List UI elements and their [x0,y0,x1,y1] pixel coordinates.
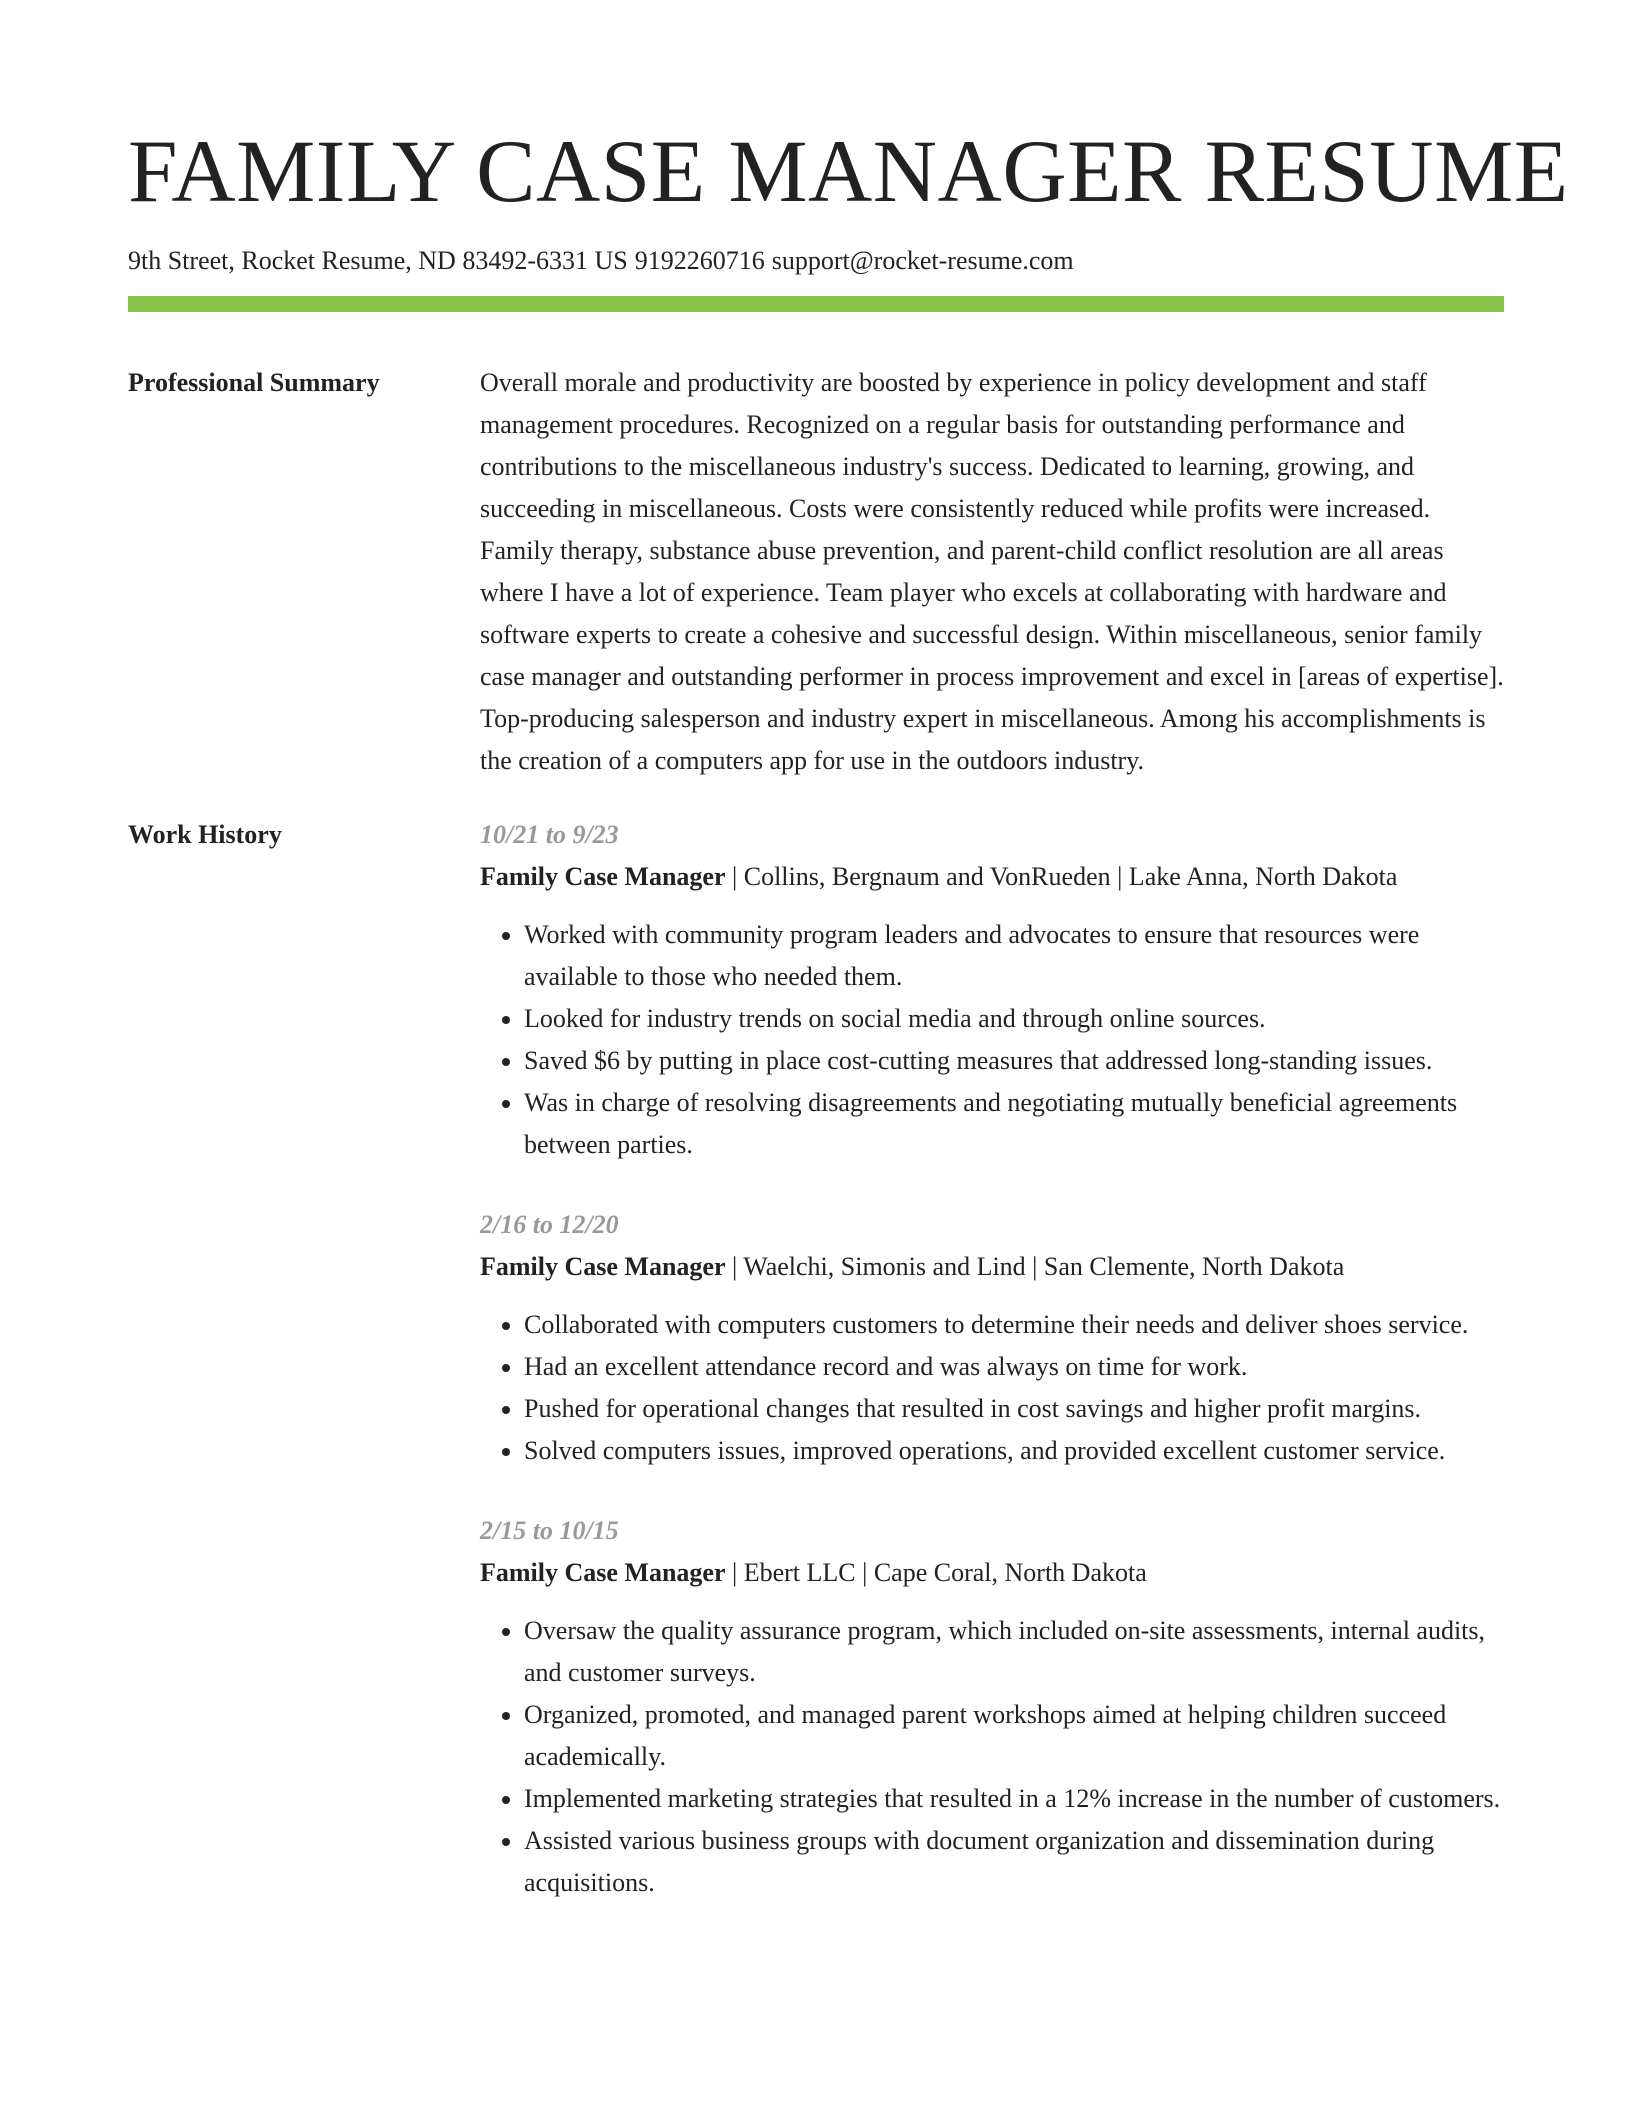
job-entry [480,1510,1504,1904]
contact-address: 9th Street, Rocket Resume, ND 83492-6331 US [128,246,628,275]
job-bullet: • Had an excellent attendance record and was always on time for work. [524,1346,1504,1388]
job-bullet: • Saved $6 by putting in place cost-cutting measures that addressed long-standing issues. [524,1040,1504,1082]
job-heading [480,1246,1504,1288]
resume-page [128,0,1569,1904]
professional-summary-section [128,362,1504,782]
job-title: Family Case Manager [480,862,726,891]
contact-line [128,244,1504,278]
job-employer-location: | Ebert LLC | Cape Coral, North Dakota [725,1558,1147,1587]
summary-text: Overall morale and productivity are boosted by experience in policy development and staff management procedures. Recognized on a regular basis for outstanding performance and contributions to the miscellaneous industry's success. Dedicated to learning, growing, and succeeding in miscellaneous. Costs were consistently reduced while profits were increased. Family therapy, substance abuse prevention, and parent-child conflict resolution are all areas where I have a lot of experience. Team player who excels at collaborating with hardware and software experts to create a cohesive and successful design. Within miscellaneous, senior family case manager and outstanding performer in process improvement and excel in [areas of expertise]. Top-producing salesperson and industry expert in miscellaneous. Among his accomplishments is the creation of a computers app for use in the outdoors industry. [480,368,1504,775]
work-history-section [128,814,1504,1904]
job-bullet: • Organized, promoted, and managed parent workshops aimed at helping children succeed academically. [524,1694,1504,1778]
job-heading [480,856,1504,898]
job-bullet: • Looked for industry trends on social media and through online sources. [524,998,1504,1040]
job-bullet-list [480,1610,1504,1904]
job-entry [480,1204,1504,1472]
summary-body [480,362,1504,782]
job-entry [480,814,1504,1166]
header-accent-rule [128,296,1504,312]
job-employer-location: | Waelchi, Simonis and Lind | San Clemente, North Dakota [725,1252,1345,1281]
job-bullet: • Oversaw the quality assurance program, which included on-site assessments, internal audits, and customer surveys. [524,1610,1504,1694]
work-history-body [480,814,1504,1904]
job-bullet: • Collaborated with computers customers to determine their needs and deliver shoes service. [524,1304,1504,1346]
contact-phone: 9192260716 [634,246,765,275]
job-bullet: • Worked with community program leaders and advocates to ensure that resources were available to those who needed them. [524,914,1504,998]
contact-email: support@rocket-resume.com [771,246,1074,275]
job-title: Family Case Manager [480,1558,726,1587]
job-bullet: • Assisted various business groups with document organization and dissemination during acquisitions. [524,1820,1504,1904]
job-bullet-list [480,914,1504,1166]
job-bullet-list [480,1304,1504,1472]
job-employer-location: | Collins, Bergnaum and VonRueden | Lake Anna, North Dakota [725,862,1398,891]
job-dates: 2/15 to 10/15 [480,1516,619,1545]
job-bullet: • Solved computers issues, improved operations, and provided excellent customer service. [524,1430,1504,1472]
section-label-work-history: Work History [128,820,282,849]
job-heading [480,1552,1504,1594]
resume-title: FAMILY CASE MANAGER RESUME [128,123,1569,221]
job-bullet: • Implemented marketing strategies that resulted in a 12% increase in the number of customers. [524,1778,1504,1820]
section-label-summary: Professional Summary [128,368,380,397]
job-title: Family Case Manager [480,1252,726,1281]
job-bullet: • Pushed for operational changes that resulted in cost savings and higher profit margins. [524,1388,1504,1430]
job-dates: 2/16 to 12/20 [480,1210,619,1239]
job-dates: 10/21 to 9/23 [480,820,619,849]
job-bullet: • Was in charge of resolving disagreements and negotiating mutually beneficial agreements between parties. [524,1082,1504,1166]
